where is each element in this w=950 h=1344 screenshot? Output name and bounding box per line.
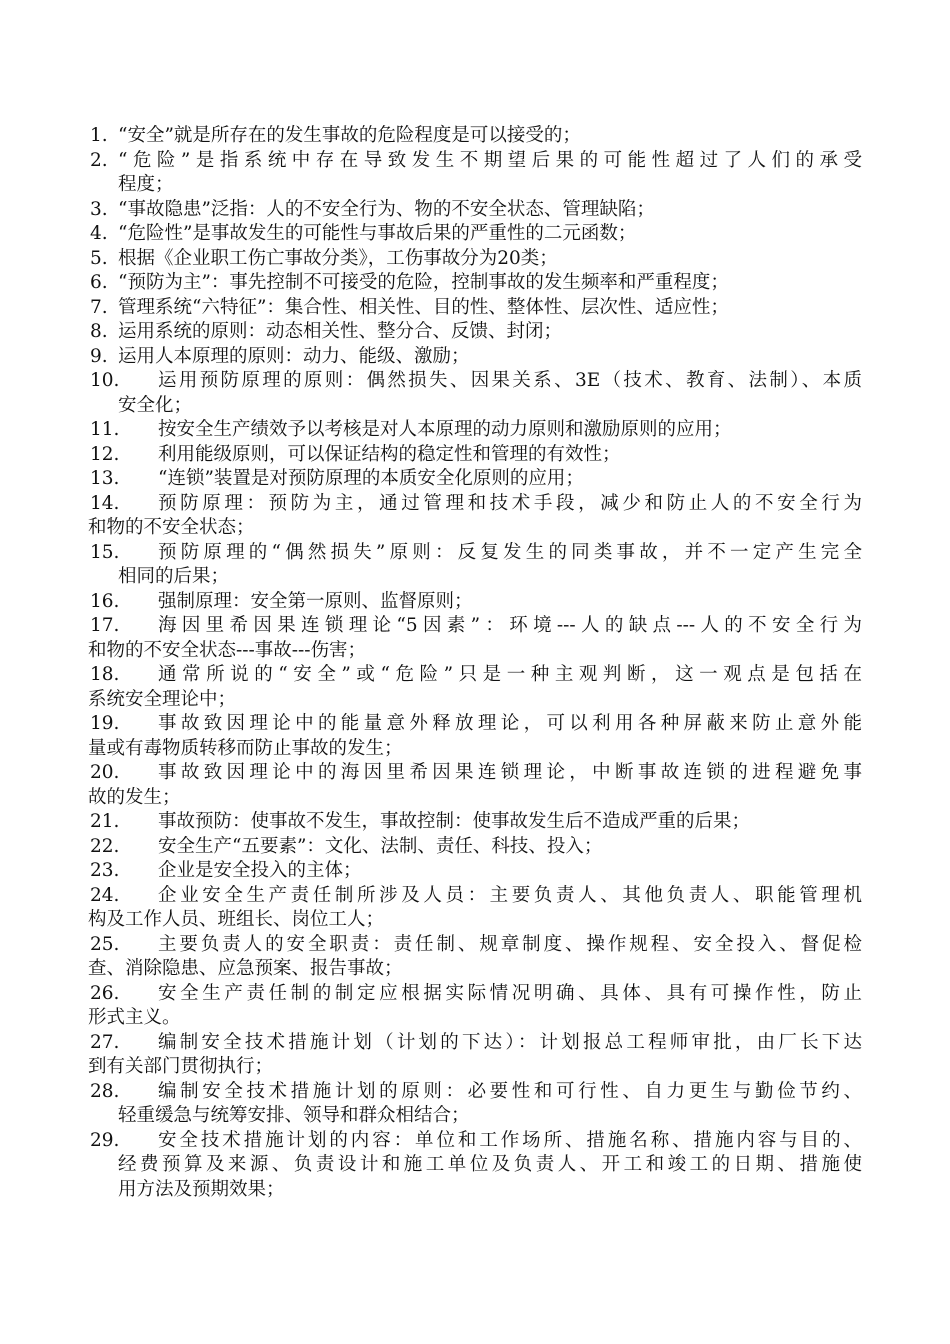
list-item [90, 712, 862, 761]
list-item-text: “危险性”是事故发生的可能性与事故后果的严重性的二元函数； [118, 223, 637, 244]
list-item-text: 编制安全技术措施计划的原则：必要性和可行性、自力更生与勤俭节约、 [158, 1080, 862, 1102]
list-item-text: “预防为主”：事先控制不可接受的危险，控制事故的发生频率和严重程度； [118, 272, 729, 293]
list-item-number: 16. [90, 590, 120, 612]
list-item-number: 28. [90, 1080, 120, 1102]
list-item [90, 590, 862, 615]
list-item-text: 企业安全生产责任制所涉及人员：主要负责人、其他负责人、职能管理机 [158, 884, 862, 906]
list-item-number: 14. [90, 492, 120, 514]
list-item-text: 主要负责人的安全职责：责任制、规章制度、操作规程、安全投入、督促检 [158, 933, 862, 955]
list-item-number: 10. [90, 370, 120, 391]
list-item [90, 443, 862, 468]
list-item [90, 933, 862, 982]
list-item-continuation: 到有关部门贯彻执行； [88, 1056, 274, 1077]
list-item-text: 预防原理：预防为主，通过管理和技术手段，减少和防止人的不安全行为 [158, 492, 862, 514]
list-item-text: 管理系统“六特征”：集合性、相关性、目的性、整体性、层次性、适应性； [118, 296, 729, 318]
list-item-text: 安全生产“五要素”：文化、法制、责任、科技、投入； [158, 835, 603, 857]
list-item [90, 492, 862, 541]
list-item-continuation: 程度； [118, 174, 174, 195]
list-item-continuation: 经费预算及来源、负责设计和施工单位及负责人、开工和竣工的日期、措施使 [118, 1154, 862, 1175]
list-item [90, 859, 862, 884]
list-item-number: 3. [90, 198, 108, 220]
list-item-number: 8. [90, 321, 108, 342]
list-item-continuation: 形式主义。 [88, 1007, 181, 1028]
list-item-number: 24. [90, 884, 120, 906]
list-item [90, 149, 862, 198]
list-item-continuation: 查、消除隐患、应急预案、报告事故； [88, 958, 403, 979]
list-item-text: “危险”是指系统中存在导致发生不期望后果的可能性超过了人们的承受 [118, 149, 862, 171]
list-item [90, 124, 862, 149]
list-item-number: 17. [90, 615, 120, 636]
list-item [90, 320, 862, 345]
list-item [90, 247, 862, 272]
list-item [90, 1031, 862, 1080]
list-item-number: 20. [90, 762, 120, 783]
list-item-number: 1. [90, 125, 108, 146]
list-item-number: 4. [90, 223, 108, 244]
numbered-list [90, 124, 862, 1202]
list-item-continuation: 构及工作人员、班组长、岗位工人； [88, 909, 385, 930]
list-item [90, 1129, 862, 1203]
list-item-text: 海因里希因果连锁理论“5因素”：环境---人的缺点---人的不安全行为 [158, 615, 862, 636]
list-item-number: 22. [90, 835, 120, 857]
list-item-text: 按安全生产绩效予以考核是对人本原理的动力原则和激励原则的应用； [158, 419, 732, 440]
list-item-number: 26. [90, 982, 120, 1004]
list-item-text: 通常所说的“安全”或“危险”只是一种主观判断，这一观点是包括在 [158, 664, 862, 685]
list-item [90, 345, 862, 370]
list-item-number: 11. [90, 419, 120, 440]
list-item [90, 467, 862, 492]
list-item-text: 事故致因理论中的海因里希因果连锁理论，中断事故连锁的进程避免事 [158, 762, 862, 783]
list-item [90, 1080, 862, 1129]
list-item-number: 21. [90, 811, 120, 832]
list-item-number: 12. [90, 443, 120, 465]
list-item-number: 23. [90, 860, 120, 881]
list-item-number: 15. [90, 541, 120, 563]
list-item-continuation: 安全化； [118, 394, 193, 416]
list-item [90, 810, 862, 835]
list-item-continuation: 系统安全理论中； [88, 688, 237, 710]
list-item-text: “安全”就是所存在的发生事故的危险程度是可以接受的； [118, 125, 581, 146]
list-item-number: 19. [90, 713, 120, 734]
list-item-continuation: 和物的不安全状态---事故---伤害； [88, 639, 367, 661]
list-item [90, 222, 862, 247]
list-item-number: 18. [90, 664, 120, 685]
list-item [90, 614, 862, 663]
list-item-text: 运用人本原理的原则：动力、能级、激励； [118, 345, 470, 367]
list-item-text: 运用预防原理的原则：偶然损失、因果关系、3E（技术、教育、法制）、本质 [158, 370, 862, 391]
list-item-number: 25. [90, 933, 120, 955]
list-item-text: 事故预防：使事故不发生，事故控制：使事故发生后不造成严重的后果； [158, 811, 751, 832]
list-item [90, 296, 862, 321]
list-item-continuation: 相同的后果； [118, 566, 230, 587]
list-item [90, 663, 862, 712]
list-item-continuation: 用方法及预期效果； [118, 1178, 285, 1200]
list-item-text: 预防原理的“偶然损失”原则：反复发生的同类事故，并不一定产生完全 [158, 541, 862, 563]
list-item-number: 9. [90, 345, 108, 367]
list-item-number: 27. [90, 1031, 120, 1053]
list-item [90, 982, 862, 1031]
list-item-continuation: 量或有毒物质转移而防止事故的发生； [88, 737, 403, 759]
list-item [90, 761, 862, 810]
list-item [90, 835, 862, 860]
list-item-text: 企业是安全投入的主体； [158, 860, 362, 881]
list-item-text: 安全生产责任制的制定应根据实际情况明确、具体、具有可操作性，防止 [158, 982, 862, 1004]
list-item-continuation: 轻重缓急与统筹安排、领导和群众相结合； [118, 1105, 470, 1126]
list-item-continuation: 和物的不安全状态； [88, 517, 255, 538]
list-item-text: 强制原理：安全第一原则、监督原则； [158, 590, 473, 612]
list-item-text: “连锁”装置是对预防原理的本质安全化原则的应用； [158, 468, 584, 489]
list-item-text: 利用能级原则，可以保证结构的稳定性和管理的有效性； [158, 443, 621, 465]
list-item [90, 418, 862, 443]
list-item [90, 271, 862, 296]
list-item-text: 安全技术措施计划的内容：单位和工作场所、措施名称、措施内容与目的、 [158, 1129, 862, 1151]
list-item-number: 13. [90, 468, 120, 489]
list-item-number: 6. [90, 272, 108, 293]
list-item-text: 运用系统的原则：动态相关性、整分合、反馈、封闭； [118, 321, 563, 342]
list-item-text: 根据《企业职工伤亡事故分类》，工伤事故分为20类； [118, 247, 558, 269]
list-item-text: 事故致因理论中的能量意外释放理论，可以利用各种屏蔽来防止意外能 [158, 713, 862, 734]
list-item [90, 884, 862, 933]
list-item-text: “事故隐患”泛指：人的不安全行为、物的不安全状态、管理缺陷； [118, 198, 655, 220]
list-item [90, 541, 862, 590]
list-item-number: 29. [90, 1129, 120, 1151]
list-item-number: 7. [90, 296, 108, 318]
list-item-number: 5. [90, 247, 108, 269]
list-item [90, 369, 862, 418]
list-item-continuation: 故的发生； [88, 786, 181, 808]
list-item [90, 198, 862, 223]
list-item-text: 编制安全技术措施计划（计划的下达）：计划报总工程师审批，由厂长下达 [158, 1031, 862, 1053]
list-item-number: 2. [90, 149, 108, 171]
